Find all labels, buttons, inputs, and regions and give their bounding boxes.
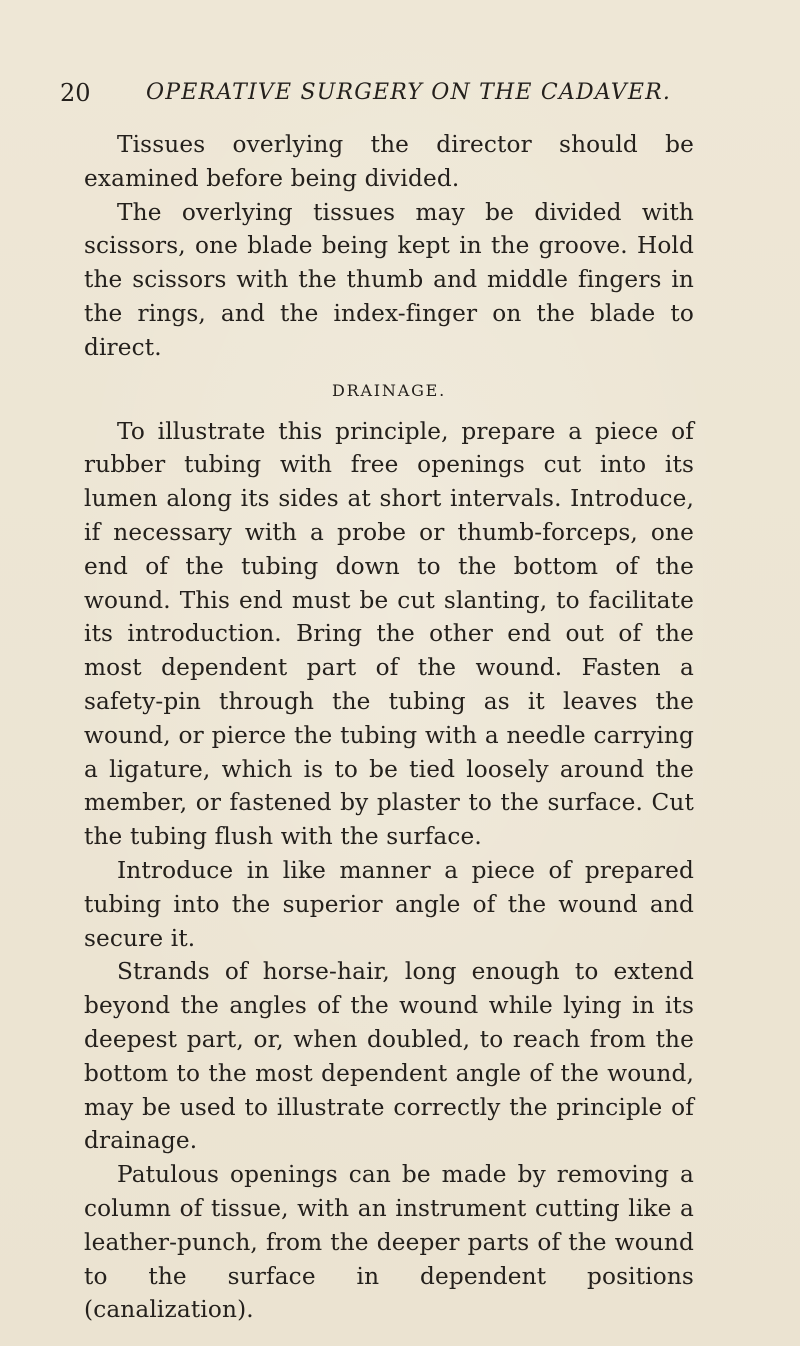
running-head [60,78,750,108]
paragraph-scissors: The overlying tissues may be divided with scissors, one blade being kept in the groove. Hold the scissors with the thumb and middle fingers in the rings, and the index-finger on the blade to direct. [84,198,694,361]
running-title: OPERATIVE SURGERY ON THE CADAVER. [146,80,672,105]
paragraph-canalization: Patulous openings can be made by removing a column of tissue, with an instrument cutting like a leather-punch, from the deeper parts of the wound to the surface in dependent positions (canalization). [84,1161,694,1324]
section-heading-drainage: DRAINAGE. [331,380,447,400]
paragraph-superior-angle: Introduce in like manner a piece of prepared tubing into the superior angle of the wound and secure it. [84,856,694,952]
paragraph-horse-hair: Strands of horse-hair, long enough to extend beyond the angles of the wound while lying in its deepest part, or, when doubled, to reach from the bottom to the most dependent angle of the wound, may be used to illustrate correctly the principle of drainage. [84,958,694,1155]
paragraph-tissues-examined: Tissues overlying the director should be examined before being divided. [84,131,694,192]
body-text [84,128,694,1327]
paragraph-rubber-tubing: To illustrate this principle, prepare a piece of rubber tubing with free openings cut into its lumen along its sides at short intervals. Introduce, if necessary with a probe or thumb-forceps, one end of the tubing down to the bottom of the wound. This end must be cut slanting, to facilitate its introduction. Bring the other end out of the most dependent part of the wound. Fasten a safety-pin through the tubing as it leaves the wound, or pierce the tubing with a needle carrying a ligature, which is to be tied loosely around the member, or fastened by plaster to the surface. Cut the tubing flush with the surface. [84,417,694,851]
page-number: 20 [60,79,91,107]
